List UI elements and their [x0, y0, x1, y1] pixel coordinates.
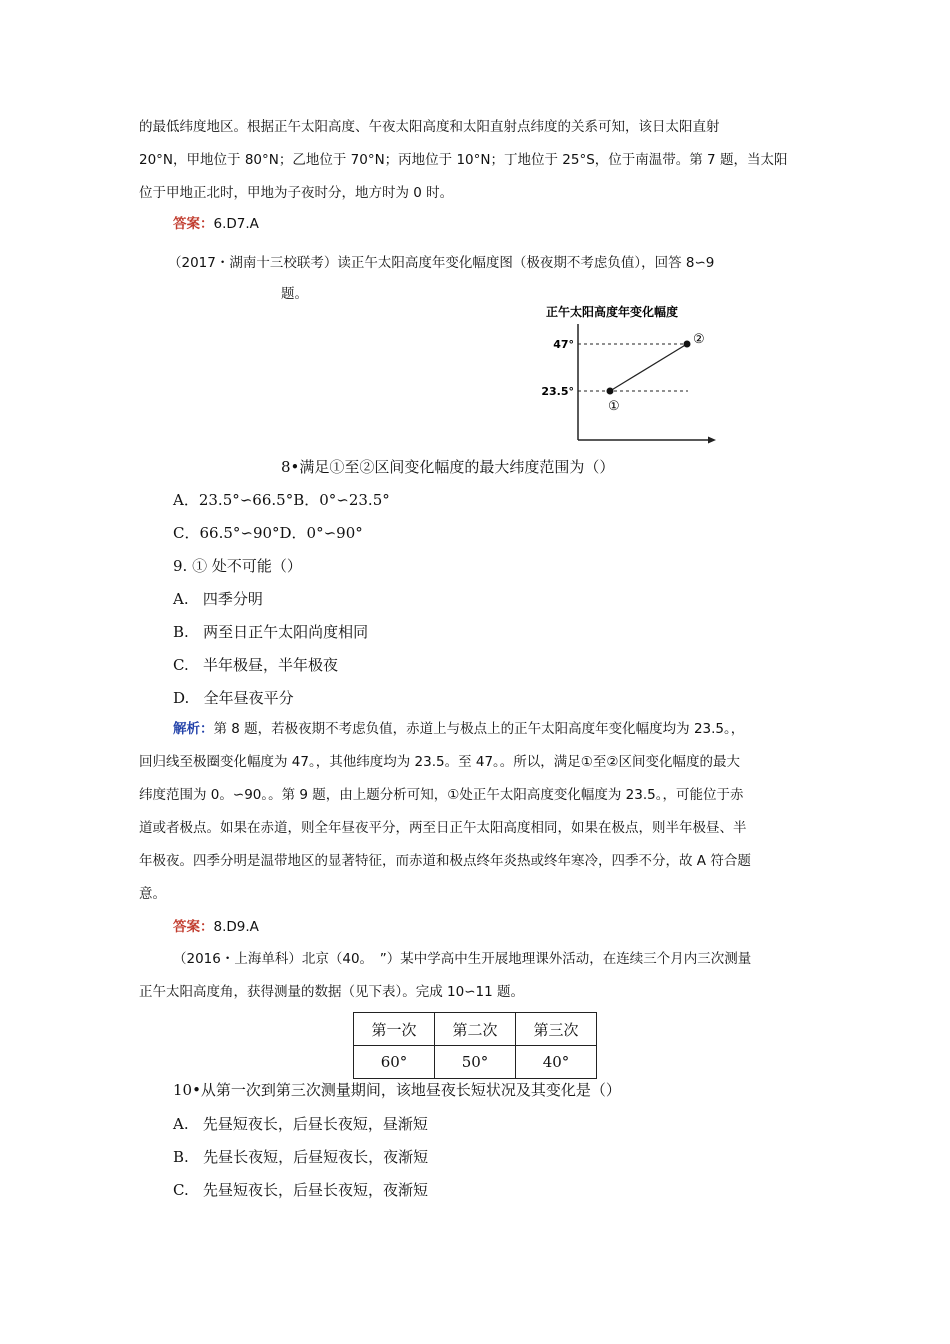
- question-intro: （2017・湖南十三校联考）读正午太阳高度年变化幅度图（极夜期不考虑负值），回答 8∽9: [168, 255, 715, 271]
- answer-text: 8.D9.A: [213, 919, 259, 935]
- table-header-cell: 第一次: [354, 1013, 435, 1046]
- table-cell: 40°: [516, 1046, 597, 1079]
- explanation-line: 道或者极点。如果在赤道，则全年昼夜平分，两至日正午太阳高度相同，如果在极点，则半年极昼、半: [139, 820, 747, 836]
- explanation-label: 解析：: [173, 721, 214, 737]
- answer-label: 答案：: [173, 919, 214, 935]
- question-intro: （2016・上海单科）北京（40。 ”）某中学高中生开展地理课外活动，在连续三个月内三次测量: [173, 951, 752, 967]
- question-intro: 正午太阳高度角，获得测量的数据（见下表）。完成 10∽11 题。: [139, 984, 524, 1000]
- answer-line: [173, 917, 259, 937]
- paragraph-line: 20°N，甲地位于 80°N；乙地位于 70°N；丙地位于 10°N；丁地位于 25°S，位于南温带。第 7 题，当太阳: [139, 152, 788, 168]
- table-header-row: [354, 1013, 597, 1046]
- question-9-stem: 9. ① 处不可能（）: [173, 557, 302, 575]
- question-10-option-c: C. 先昼短夜长，后昼长夜短，夜渐短: [173, 1181, 429, 1199]
- answer-text: 6.D7.A: [213, 216, 259, 232]
- point-1-label: ①: [608, 399, 620, 414]
- question-9-option-d: D. 全年昼夜平分: [173, 689, 294, 707]
- answer-line: [173, 214, 259, 234]
- question-8-options: C．66.5°∽90°D．0°∽90°: [173, 524, 363, 542]
- table-row: [354, 1046, 597, 1079]
- paragraph-line: 的最低纬度地区。根据正午太阳高度、午夜太阳高度和太阳直射点纬度的关系可知，该日太阳直射: [139, 119, 720, 135]
- explanation-line: 解析：第 8 题，若极夜期不考虑负值，赤道上与极点上的正午太阳高度年变化幅度均为 23.5。，: [173, 721, 745, 737]
- explanation-line: 回归线至极圈变化幅度为 47。，其他纬度均为 23.5。至 47。。所以，满足①至②区间变化幅度的最大: [139, 754, 740, 770]
- x-axis-arrow: [708, 437, 716, 444]
- solar-altitude-chart: [540, 298, 730, 448]
- question-9-option-c: C. 半年极昼，半年极夜: [173, 656, 339, 674]
- tick-label-47: 47°: [553, 338, 574, 351]
- point-1: [607, 388, 614, 395]
- explanation-line: 意。: [139, 886, 166, 902]
- explanation-line: 年极夜。四季分明是温带地区的显著特征，而赤道和极点终年炎热或终年寒冷，四季不分，故 A 符合题: [139, 853, 751, 869]
- question-intro: 题。: [281, 286, 308, 302]
- question-10-option-b: B. 先昼长夜短，后昼短夜长，夜渐短: [173, 1148, 429, 1166]
- table-cell: 60°: [354, 1046, 435, 1079]
- question-8-options: A．23.5°∽66.5°B．0°∽23.5°: [173, 491, 390, 509]
- tick-label-23-5: 23.5°: [541, 385, 574, 398]
- table-header-cell: 第三次: [516, 1013, 597, 1046]
- chart-title: 正午太阳高度年变化幅度: [546, 305, 679, 319]
- point-2: [684, 341, 691, 348]
- question-9-option-a: A. 四季分明: [173, 590, 263, 608]
- table-cell: 50°: [435, 1046, 516, 1079]
- series-line: [610, 344, 687, 391]
- answer-label: 答案：: [173, 216, 214, 232]
- question-10-stem: 10•从第一次到第三次测量期间，该地昼夜长短状况及其变化是（）: [173, 1081, 621, 1099]
- question-8-stem: 8•满足①至②区间变化幅度的最大纬度范围为（）: [281, 458, 615, 476]
- paragraph-line: 位于甲地正北时，甲地为子夜时分，地方时为 0 时。: [139, 185, 454, 201]
- measurement-table: [353, 1012, 597, 1079]
- explanation-line: 纬度范围为 0。∽90。。第 9 题，由上题分析可知，①处正午太阳高度变化幅度为 23.5。，可能位于赤: [139, 787, 744, 803]
- point-2-label: ②: [693, 332, 705, 347]
- table-header-cell: 第二次: [435, 1013, 516, 1046]
- question-9-option-b: B. 两至日正午太阳尚度相同: [173, 623, 369, 641]
- question-10-option-a: A. 先昼短夜长，后昼长夜短，昼渐短: [173, 1115, 428, 1133]
